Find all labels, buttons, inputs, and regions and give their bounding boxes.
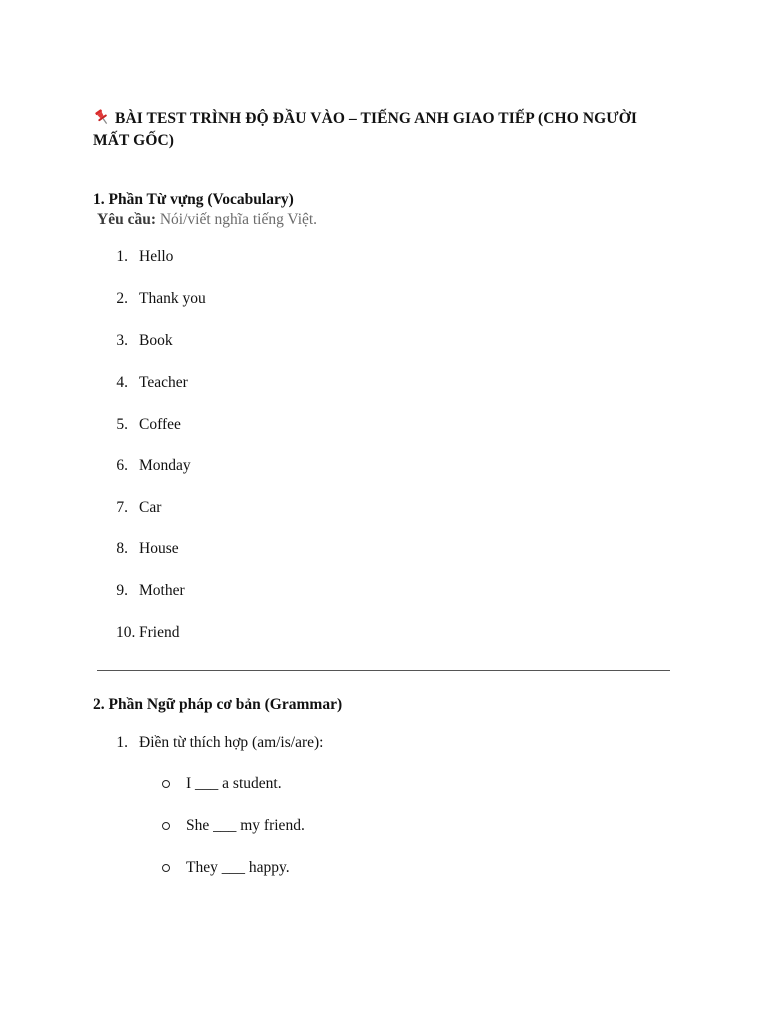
- sentence-text: She ___ my friend.: [186, 817, 305, 834]
- hollow-bullet-icon: [162, 780, 170, 788]
- list-item-number: 4.: [116, 374, 128, 391]
- list-item-text: Hello: [139, 248, 174, 265]
- list-item-number: 9.: [116, 582, 128, 599]
- list-item-number: 1.: [116, 248, 128, 265]
- list-item-number: 10.: [116, 624, 136, 641]
- question-number: 1.: [116, 734, 128, 751]
- list-item-text: Mother: [139, 582, 185, 599]
- list-item-number: 5.: [116, 416, 128, 433]
- section1-requirement: [97, 211, 317, 229]
- list-item-number: 3.: [116, 332, 128, 349]
- hollow-bullet-icon: [162, 864, 170, 872]
- list-item-number: 7.: [116, 499, 128, 516]
- requirement-text: Nói/viết nghĩa tiếng Việt.: [155, 211, 318, 228]
- hollow-bullet-icon: [162, 822, 170, 830]
- list-item-text: Book: [139, 332, 173, 349]
- requirement-label: Yêu cầu:: [97, 211, 156, 228]
- question-text: Điền từ thích hợp (am/is/are):: [139, 734, 324, 751]
- list-item-text: House: [139, 540, 179, 557]
- section1-heading: 1. Phần Từ vựng (Vocabulary): [93, 191, 294, 208]
- title-text: BÀI TEST TRÌNH ĐỘ ĐẦU VÀO – TIẾNG ANH GIAO TIẾP (CHO NGƯỜI MẤT GỐC): [93, 110, 638, 149]
- sentence-text: They ___ happy.: [186, 859, 290, 876]
- list-item-text: Coffee: [139, 416, 181, 433]
- list-item-text: Teacher: [139, 374, 188, 391]
- document-title: [93, 108, 653, 152]
- list-item-text: Friend: [139, 624, 180, 641]
- section-divider: [97, 670, 670, 671]
- list-item-number: 8.: [116, 540, 128, 557]
- sentence-text: I ___ a student.: [186, 775, 282, 792]
- list-item-text: Monday: [139, 457, 191, 474]
- list-item-number: 6.: [116, 457, 128, 474]
- list-item-text: Thank you: [139, 290, 206, 307]
- pushpin-icon: [93, 108, 111, 126]
- list-item-text: Car: [139, 499, 162, 516]
- list-item-number: 2.: [116, 290, 128, 307]
- section2-heading: 2. Phần Ngữ pháp cơ bản (Grammar): [93, 696, 343, 713]
